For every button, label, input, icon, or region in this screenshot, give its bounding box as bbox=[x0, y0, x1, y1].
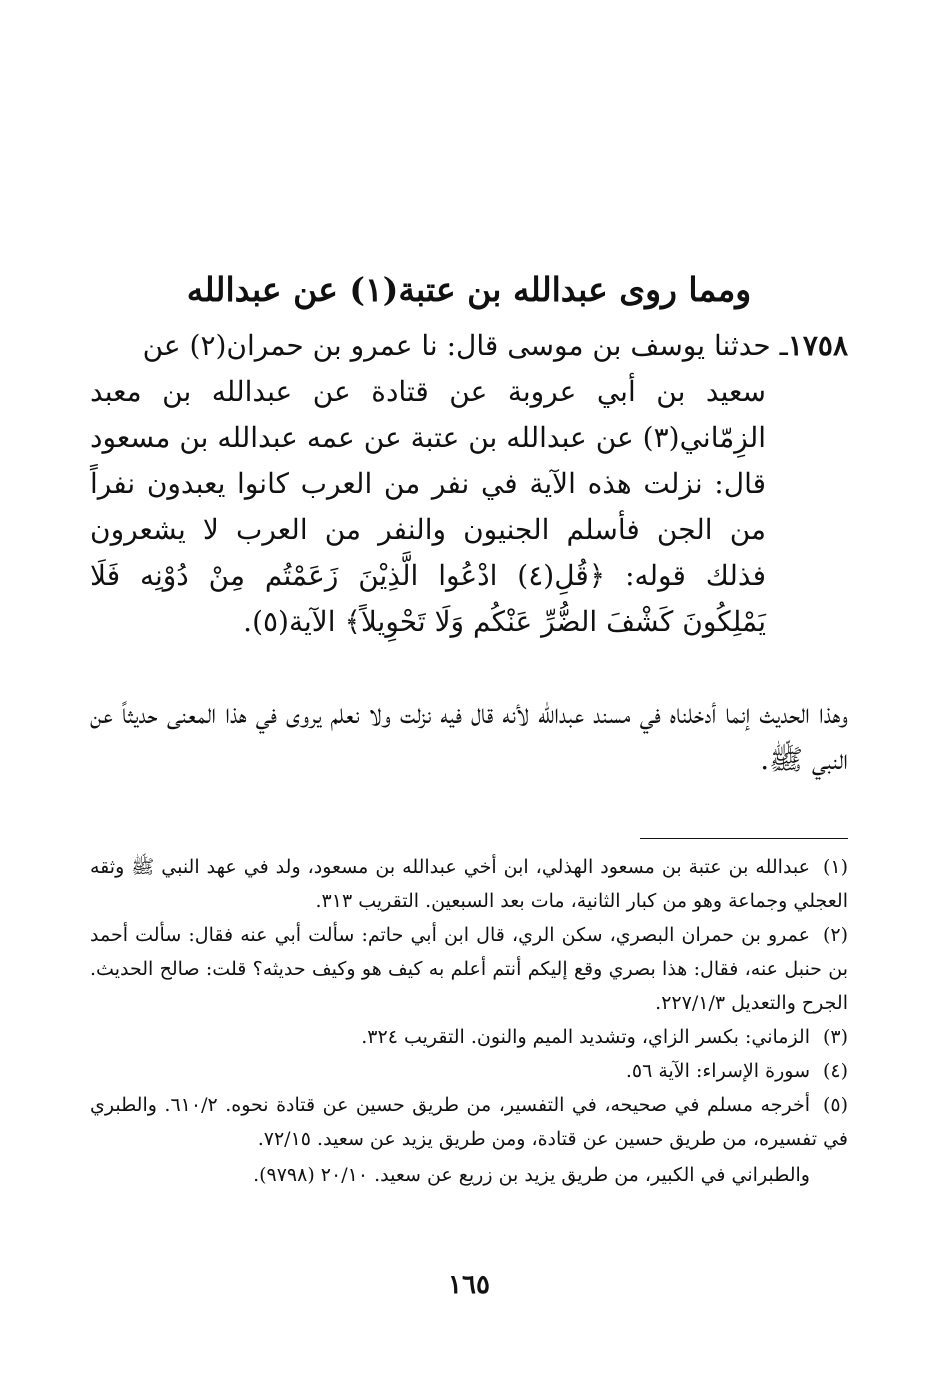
hadith-paragraph bbox=[90, 323, 848, 645]
footnote-marker: (٤) bbox=[822, 1060, 848, 1082]
hadith-continuation bbox=[90, 369, 848, 645]
footnote-5 bbox=[90, 1088, 848, 1192]
main-text bbox=[90, 323, 848, 783]
footnote-4 bbox=[90, 1054, 848, 1088]
footnote-text: عبدالله بن عتبة بن مسعود الهذلي، ابن أخي عبدالله بن مسعود، ولد في عهد النبي ﷺ وثقه العجلي وجماعة وهو من كبار الثانية، مات بعد السبعين. التقريب ٣١٣. bbox=[90, 856, 848, 912]
hadith-first-line: ـ حدثنا يوسف بن موسى قال: نا عمرو بن حمران(٢) عن bbox=[142, 329, 788, 362]
footnote-text: أخرجه مسلم في صحيحه، في التفسير، من طريق حسين عن قتادة نحوه. ٦١٠/٢. والطبري في تفسيره، من طريق حسين عن قتادة، ومن طريق يزيد عن سعيد. ٧٢/١٥. bbox=[90, 1094, 848, 1150]
footnote-marker: (٢) bbox=[822, 924, 848, 946]
footnote-separator bbox=[640, 838, 848, 839]
footnote-1 bbox=[90, 850, 848, 918]
footnote-marker: (١) bbox=[822, 856, 848, 878]
footnotes bbox=[90, 850, 848, 1192]
footnote-text: عمرو بن حمران البصري، سكن الري، قال ابن أبي حاتم: سألت أبي عنه فقال: سألت أحمد بن حنبل عنه، فقال: هذا بصري وقع إليكم أنتم أعلم به كيف هو وكيف حديثه؟ قلت: صالح الحديث. الجرح والتعديل ٢٢٧/١/٣. bbox=[90, 924, 848, 1014]
page-number: ١٦٥ bbox=[448, 1270, 490, 1300]
quran-verse: ﴿قُلِ(٤) ادْعُوا الَّذِيْنَ زَعَمْتُم مِنْ دُوْنِه فَلَا يَمْلِكُونَ كَشْفَ الضُّرِّ عَنْكُم وَلَا تَحْوِيلاً﴾ bbox=[90, 559, 766, 638]
footnote-marker: (٣) bbox=[822, 1026, 848, 1048]
section-title: ومما روى عبدالله بن عتبة(١) عن عبدالله bbox=[186, 270, 752, 309]
footnote-2 bbox=[90, 918, 848, 1020]
commentary-paragraph: وهذا الحديث إنما أدخلناه في مسند عبدالله لأنه قال فيه نزلت ولا نعلم يروى في هذا المعنى حديثاً عن النبي ﷺ. bbox=[90, 697, 848, 776]
hadith-number: ١٧٥٨ bbox=[787, 329, 848, 362]
footnote-text: الزماني: بكسر الزاي، وتشديد الميم والنون. التقريب ٣٢٤. bbox=[361, 1026, 810, 1048]
footnote-marker: (٥) bbox=[822, 1094, 848, 1116]
footnote-text-extra: والطبراني في الكبير، من طريق يزيد بن زريع عن سعيد. ٢٠/١٠ (٩٧٩٨). bbox=[253, 1164, 810, 1186]
hadith-tail: الآية(٥). bbox=[243, 605, 345, 638]
hadith-body: سعيد بن أبي عروبة عن قتادة عن عبدالله بن معبد الزِمّاني(٣) عن عبدالله بن عتبة عن عمه عبدالله بن مسعود قال: نزلت هذه الآية في نفر من العرب كانوا يعبدون نفراً من الجن فأسلم الجنيون والنفر من العرب لا يشعرون فذلك قوله: bbox=[90, 375, 767, 592]
footnote-3 bbox=[90, 1020, 848, 1054]
footnote-text: سورة الإسراء: الآية ٥٦. bbox=[625, 1060, 810, 1082]
